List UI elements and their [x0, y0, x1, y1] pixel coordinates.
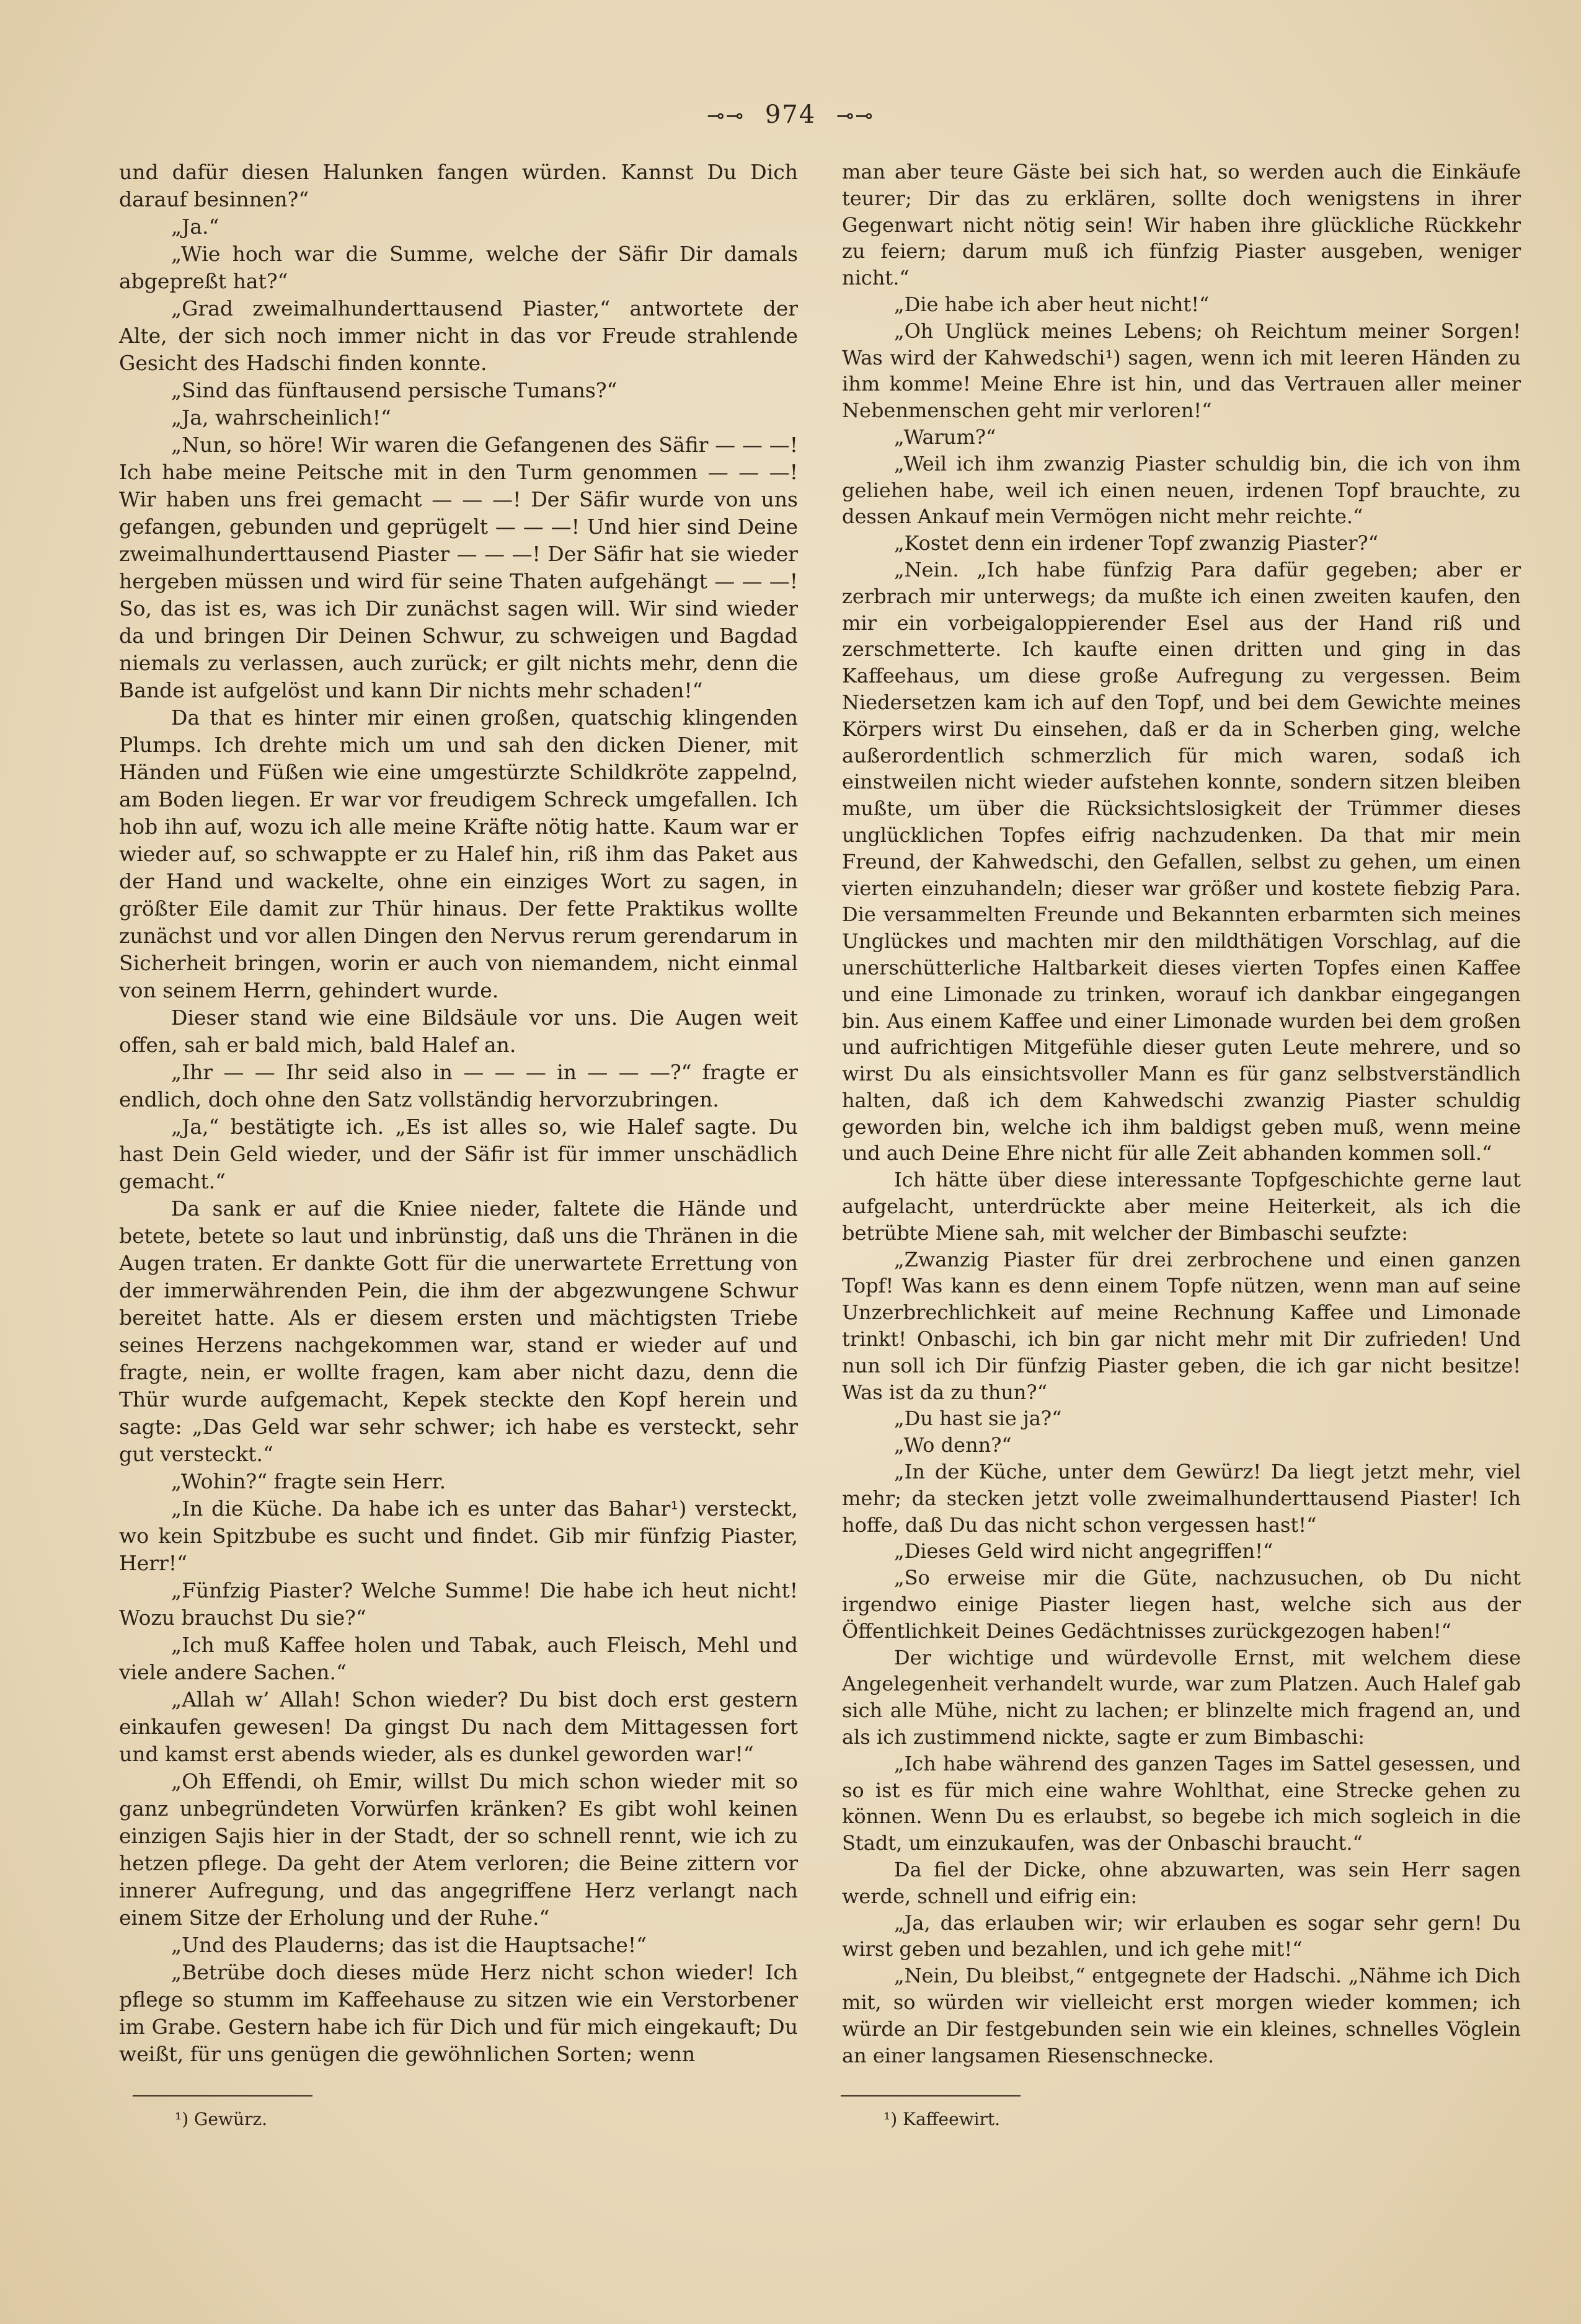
- paragraph: „Du hast sie ja?“: [894, 1407, 1062, 1431]
- page-header: [0, 100, 1581, 129]
- paragraph: „Sind das fünftausend persische Tumans?“: [171, 378, 618, 402]
- paragraph: „Kostet denn ein irdener Topf zwanzig Piaster?“: [894, 531, 1379, 555]
- left-column: [119, 159, 798, 2068]
- paragraph: „Ja,“ bestätigte ich. „Es ist alles so, wie Halef sagte. Du hast Dein Geld wieder, und der Säfir ist für immer unschädlich gemacht.“: [119, 1115, 798, 1193]
- paragraph: „Oh Effendi, oh Emir, willst Du mich schon wieder mit so ganz unbegründeten Vorwürfen kränken? Es gibt wohl keinen einzigen Sajis hier in der Stadt, der so schnell rennt, wie ich zu hetzen pflege. Da geht der Atem verloren; die Beine zittern vor innerer Aufregung, und das angegriffene Herz verlangt nach einem Sitze der Erholung und der Ruhe.“: [119, 1769, 798, 1930]
- paragraph: Da sank er auf die Kniee nieder, faltete die Hände und betete, betete so laut und inbrünstig, daß uns die Thränen in die Augen traten. Er dankte Gott für die unerwartete Errettung von der immerwährenden Pein, die ihm der abgezwungene Schwur bereitet hatte. Als er diesem ersten und mächtigsten Triebe seines Herzens nachgekommen war, stand er wieder auf und fragte, nein, er wollte fragen, kam aber nicht dazu, denn die Thür wurde aufgemacht, Kepek steckte den Kopf herein und sagte: „Das Geld war sehr schwer; ich habe es versteckt, sehr gut versteckt.“: [119, 1196, 798, 1466]
- paragraph: „Allah w’ Allah! Schon wieder? Du bist doch erst gestern einkaufen gewesen! Da gingst Du nach dem Mittagessen fort und kamst erst abends wieder, als es dunkel geworden war!“: [119, 1687, 798, 1766]
- ornament-right-icon: ⊸⊸: [836, 104, 874, 128]
- footnote-right: ¹) Kaffeewirt.: [884, 2109, 1001, 2129]
- paragraph: „In der Küche, unter dem Gewürz! Da liegt jetzt mehr, viel mehr; da stecken jetzt volle zweimalhunderttausend Piaster! Ich hoffe, daß Du das nicht schon vergessen hast!“: [842, 1460, 1521, 1537]
- paragraph: „Weil ich ihm zwanzig Piaster schuldig bin, die ich von ihm geliehen habe, weil ich einen neuen, irdenen Topf brauchte, zu dessen Ankauf mein Vermögen nicht mehr reichte.“: [842, 451, 1521, 529]
- footnote-left: ¹) Gewürz.: [175, 2109, 268, 2129]
- paragraph: „Warum?“: [894, 425, 996, 449]
- paragraph: „Ich habe während des ganzen Tages im Sattel gesessen, und so ist es für mich eine wahre Wohlthat, eine Strecke gehen zu können. Wenn Du es erlaubst, so begebe ich mich sogleich in die Stadt, um einzukaufen, was der Onbaschi braucht.“: [842, 1751, 1521, 1855]
- paragraph: „Grad zweimalhunderttausend Piaster,“ antwortete der Alte, der sich noch immer nicht in das vor Freude strahlende Gesicht des Hadschi finden konnte.: [119, 296, 798, 375]
- paragraph: man aber teure Gäste bei sich hat, so werden auch die Einkäufe teurer; Dir das zu erklären, sollte doch wenigstens in ihrer Gegenwart nicht nötig sein! Wir haben ihre glückliche Rückkehr zu feiern; darum muß ich fünfzig Piaster ausgeben, weniger nicht.“: [842, 160, 1521, 290]
- paragraph: Dieser stand wie eine Bildsäule vor uns. Die Augen weit offen, sah er bald mich, bald Halef an.: [119, 1005, 798, 1057]
- ornament-left-icon: ⊸⊸: [707, 104, 745, 128]
- paragraph: „Und des Plauderns; das ist die Hauptsache!“: [171, 1933, 647, 1957]
- footnote-divider-right: [841, 2095, 1021, 2096]
- paragraph: „Oh Unglück meines Lebens; oh Reichtum meiner Sorgen! Was wird der Kahwedschi¹) sagen, wenn ich mit leeren Händen zu ihm komme! Meine Ehre ist hin, und das Vertrauen aller meiner Nebenmenschen geht mir verloren!“: [842, 319, 1521, 423]
- paragraph: „Wo denn?“: [894, 1433, 1012, 1457]
- paragraph: „Ja, wahrscheinlich!“: [171, 405, 391, 430]
- paragraph: Der wichtige und würdevolle Ernst, mit welchem diese Angelegenheit verhandelt wurde, war zum Platzen. Auch Halef gab sich alle Mühe, nicht zu lachen; er blinzelte mich fragend an, und als ich zustimmend nickte, sagte er zum Bimbaschi:: [842, 1645, 1521, 1749]
- page-number: 974: [764, 100, 817, 129]
- paragraph: „Ja.“: [171, 214, 219, 239]
- right-column: [842, 159, 1521, 2069]
- paragraph: „So erweise mir die Güte, nachzusuchen, ob Du nicht irgendwo einige Piaster liegen hast, welche sich aus der Öffentlichkeit Deines Gedächtnisses zurückgezogen haben!“: [842, 1566, 1521, 1643]
- paragraph: „Dieses Geld wird nicht angegriffen!“: [894, 1539, 1273, 1563]
- paragraph: „Betrübe doch dieses müde Herz nicht schon wieder! Ich pflege so stumm im Kaffeehause zu sitzen wie ein Verstorbener im Grabe. Gestern habe ich für Dich und für mich eingekauft; Du weißt, für uns genügen die gewöhnlichen Sorten; wenn: [119, 1960, 798, 2066]
- paragraph: „Wie hoch war die Summe, welche der Säfir Dir damals abgepreßt hat?“: [119, 242, 798, 293]
- paragraph: „Nein. „Ich habe fünfzig Para dafür gegeben; aber er zerbrach mir unterwegs; da mußte ich einen zweiten kaufen, den mir ein vorbeigaloppierender Esel aus der Hand riß und zerschmetterte. Ich kaufte einen dritten und ging in das Kaffeehaus, um diese große Aufregung zu vergessen. Beim Niedersetzen kam ich auf den Topf, und bei dem Gewichte meines Körpers wirst Du einsehen, daß er da in Scherben ging, welche außerordentlich schmerzlich für mich waren, sodaß ich einstweilen nicht wieder aufstehen konnte, sondern sitzen bleiben mußte, um über die Rücksichtslosigkeit der Trümmer dieses unglücklichen Topfes eifrig nachzudenken. Da that mir mein Freund, der Kahwedschi, den Gefallen, selbst zu gehen, um einen vierten einzuhandeln; dieser war größer und kostete fiebzig Para. Die versammelten Freunde und Bekannten erbarmten sich meines Unglückes und machten mir den mildthätigen Vorschlag, auf die unerschütterliche Haltbarkeit dieses vierten Topfes einen Kaffee und eine Limonade zu trinken, worauf ich dankbar eingegangen bin. Aus einem Kaffee und einer Limonade wurden bei dem großen und aufrichtigen Mitgefühle dieser guten Leute mehrere, und so wirst Du als einsichtsvoller Mann es für ganz selbstverständlich halten, daß ich dem Kahwedschi zwanzig Piaster schuldig geworden bin, welche ich ihm baldigst geben muß, wenn meine und auch Deine Ehre nicht für alle Zeit abhanden kommen soll.“: [842, 557, 1521, 1165]
- paragraph: „Wohin?“ fragte sein Herr.: [171, 1469, 446, 1493]
- paragraph: „Die habe ich aber heut nicht!“: [894, 292, 1210, 316]
- paragraph: Ich hätte über diese interessante Topfgeschichte gerne laut aufgelacht, unterdrückte aber meine Heiterkeit, als ich die betrübte Miene sah, mit welcher der Bimbaschi seufzte:: [842, 1168, 1521, 1245]
- paragraph: „Ich muß Kaffee holen und Tabak, auch Fleisch, Mehl und viele andere Sachen.“: [119, 1633, 798, 1684]
- paragraph: „Nein, Du bleibst,“ entgegnete der Hadschi. „Nähme ich Dich mit, so würden wir vielleicht erst morgen wieder kommen; ich würde an Dir festgebunden sein wie ein kleines, schnelles Vöglein an einer langsamen Riesenschnecke.: [842, 1964, 1521, 2067]
- paragraph: und dafür diesen Halunken fangen würden. Kannst Du Dich darauf besinnen?“: [119, 160, 798, 211]
- paragraph: „Ihr — — Ihr seid also in — — — in — — —?“ fragte er endlich, doch ohne den Satz vollständig hervorzubringen.: [119, 1060, 798, 1111]
- paragraph: Da fiel der Dicke, ohne abzuwarten, was sein Herr sagen werde, schnell und eifrig ein:: [842, 1858, 1521, 1908]
- paragraph: „Ja, das erlauben wir; wir erlauben es sogar sehr gern! Du wirst geben und bezahlen, und ich gehe mit!“: [842, 1911, 1521, 1961]
- paragraph: Da that es hinter mir einen großen, quatschig klingenden Plumps. Ich drehte mich um und sah den dicken Diener, mit Händen und Füßen wie eine umgestürzte Schildkröte zappelnd, am Boden liegen. Er war vor freudigem Schreck umgefallen. Ich hob ihn auf, wozu ich alle meine Kräfte nötig hatte. Kaum war er wieder auf, so schwappte er zu Halef hin, riß ihm das Paket aus der Hand und wackelte, ohne ein einziges Wort zu sagen, in größter Eile damit zur Thür hinaus. Der fette Praktikus wollte zunächst und vor allen Dingen den Nervus rerum gerendarum in Sicherheit bringen, worin er auch von niemandem, nicht einmal von seinem Herrn, gehindert wurde.: [119, 705, 798, 1002]
- paragraph: „Fünfzig Piaster? Welche Summe! Die habe ich heut nicht! Wozu brauchst Du sie?“: [119, 1578, 798, 1630]
- paragraph: „Zwanzig Piaster für drei zerbrochene und einen ganzen Topf! Was kann es denn einem Topfe nützen, wenn man auf seine Unzerbrechlichkeit auf meine Rechnung Kaffee und Limonade trinkt! Onbaschi, ich bin gar nicht mehr mit Dir zufrieden! Und nun soll ich Dir fünfzig Piaster geben, die ich gar nicht besitze! Was ist da zu thun?“: [842, 1247, 1521, 1404]
- paragraph: „Nun, so höre! Wir waren die Gefangenen des Säfir — — —! Ich habe meine Peitsche mit in den Turm genommen — — —! Wir haben uns frei gemacht — — —! Der Säfir wurde von uns gefangen, gebunden und geprügelt — — —! Und hier sind Deine zweimalhunderttausend Piaster — — —! Der Säfir hat sie wieder hergeben müssen und wird für seine Thaten aufgehängt — — —! So, das ist es, was ich Dir zunächst sagen will. Wir sind wieder da und bringen Dir Deinen Schwur, zu schweigen und Bagdad niemals zu verlassen, auch zurück; er gilt nichts mehr, denn die Bande ist aufgelöst und kann Dir nichts mehr schaden!“: [119, 433, 798, 702]
- footnote-divider-left: [133, 2095, 312, 2096]
- paragraph: „In die Küche. Da habe ich es unter das Bahar¹) versteckt, wo kein Spitzbube es sucht und findet. Gib mir fünfzig Piaster, Herr!“: [119, 1496, 798, 1575]
